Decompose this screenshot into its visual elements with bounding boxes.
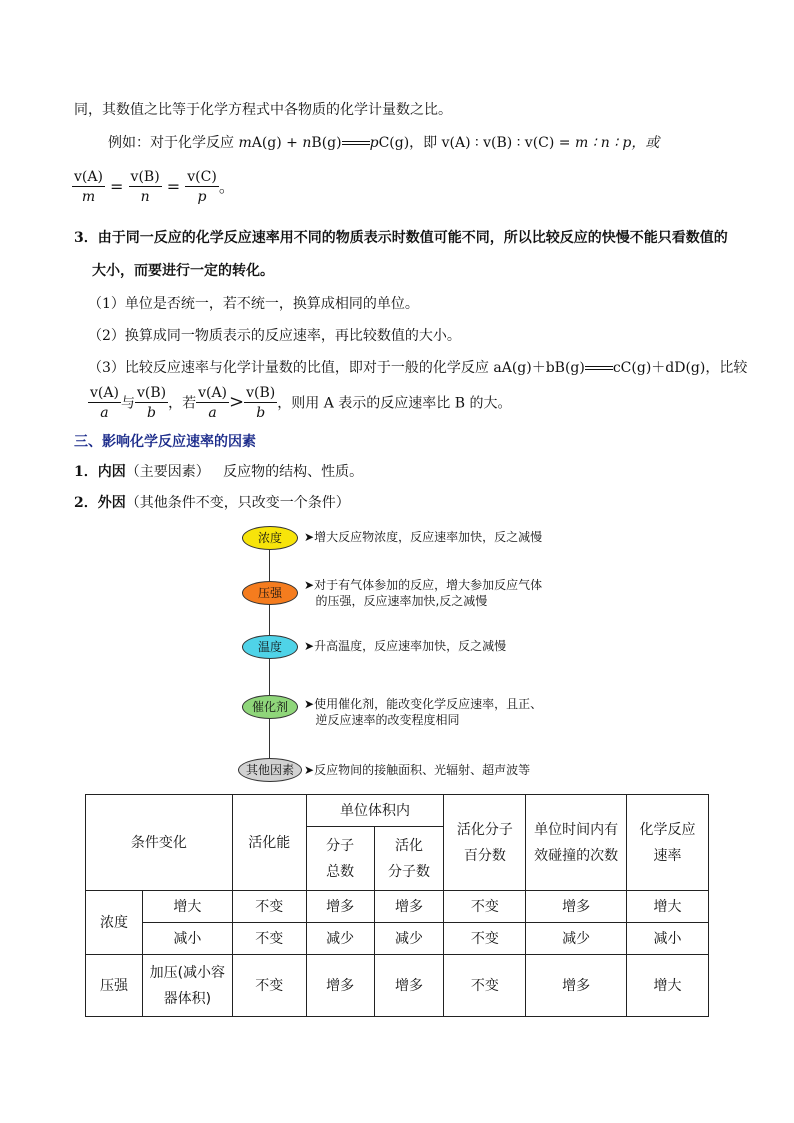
- table-cell: 不变: [232, 923, 306, 955]
- example-lead: 例如：对于化学反应: [108, 135, 234, 151]
- equals-sign-icon: [585, 364, 613, 370]
- table-row: [86, 891, 709, 923]
- point3-step3: （3）比较反应速率与化学计量数的比值，即对于一般的化学反应 aA(g)＋bB(g) cC(g)＋dD(g)，比较: [88, 360, 748, 376]
- header-total-molecules: 分子 总数: [306, 827, 374, 891]
- point3-step2: （2）换算成同一物质表示的反应速率，再比较数值的大小。: [88, 328, 461, 344]
- point3-title: 3．由于同一反应的化学反应速率用不同的物质表示时数值可能不同，所以比较反应的快慢不能只看数值的: [74, 230, 728, 246]
- table-cell: 不变: [232, 891, 306, 923]
- table-cell: 增多: [526, 955, 627, 1017]
- coef-m: m: [238, 135, 252, 151]
- fraction-va-m: $\frac{v(A)}{m}$: [74, 169, 103, 205]
- pressure-desc: ➤对于有气体参加的反应，增大参加反应气体 的压强，反应速率加快,反之减慢: [304, 578, 543, 608]
- species-a: A(g) +: [251, 135, 303, 151]
- external-factor: 2．外因（其他条件不变，只改变一个条件）: [74, 495, 350, 511]
- table-cell: 不变: [444, 955, 526, 1017]
- catalyst-desc: ➤使用催化剂，能改变化学反应速率，且正、 逆反应速率的改变程度相同: [304, 697, 543, 727]
- table-cell: 增大: [627, 955, 709, 1017]
- fraction-equation: [72, 168, 235, 207]
- group-concentration: 浓度: [86, 891, 143, 955]
- table-row: [86, 923, 709, 955]
- header-rate: 化学反应 速率: [627, 795, 709, 891]
- fraction-vb-n: $\frac{v(B)}{n}$: [130, 169, 160, 205]
- coef-p: p: [369, 135, 379, 151]
- intro-line: 同，其数值之比等于化学方程式中各物质的化学计量数之比。: [74, 102, 452, 118]
- equals: =: [166, 177, 181, 196]
- group-pressure: 压强: [86, 955, 143, 1017]
- header-condition: 条件变化: [86, 795, 233, 891]
- period: 。: [218, 177, 235, 196]
- header-effective-collisions: 单位时间内有 效碰撞的次数: [526, 795, 627, 891]
- header-activation-energy: 活化能: [232, 795, 306, 891]
- node-pressure: 压强: [242, 581, 298, 605]
- rate-c: v(C) =: [524, 135, 575, 151]
- header-activated-percent: 活化分子 百分数: [444, 795, 526, 891]
- species-b: B(g): [311, 135, 342, 151]
- table-cell: 增多: [526, 891, 627, 923]
- if-text: ，若: [168, 395, 197, 412]
- with-text: 与: [120, 395, 135, 412]
- table-cell: 减小: [627, 923, 709, 955]
- header-activated-molecules: 活化 分子数: [374, 827, 444, 891]
- table-cell: 不变: [232, 955, 306, 1017]
- table-cell: 减少: [526, 923, 627, 955]
- species-c: C(g)，即: [378, 135, 438, 151]
- fraction-vc-p: $\frac{v(C)}{p}$: [187, 169, 217, 205]
- coef-n: n: [302, 135, 312, 151]
- section-title: 三、影响化学反应速率的因素: [74, 434, 256, 450]
- rate-b: v(B) ∶: [483, 135, 525, 151]
- conclusion-text: ，则用 A 表示的反应速率比 B 的大。: [277, 395, 512, 412]
- table-cell: 不变: [444, 891, 526, 923]
- header-per-unit-volume: 单位体积内: [306, 795, 444, 827]
- table-cell: 增多: [306, 955, 374, 1017]
- greater-than: >: [229, 391, 245, 413]
- row-change: 减小: [142, 923, 232, 955]
- concentration-desc: ➤增大反应物浓度，反应速率加快，反之减慢: [304, 530, 543, 544]
- equals-sign-icon: [342, 139, 370, 145]
- ratio-text: m ∶ n ∶ p，或: [574, 135, 660, 151]
- fraction-va-a: $\frac{v(A)}{a}$: [90, 385, 119, 421]
- node-other: 其他因素: [238, 758, 302, 782]
- node-catalyst: 催化剂: [242, 695, 298, 719]
- fraction-vb-b-2: $\frac{v(B)}{b}$: [246, 385, 276, 421]
- equals: =: [110, 177, 124, 196]
- node-temperature: 温度: [242, 635, 298, 659]
- fraction-va-a-2: $\frac{v(A)}{a}$: [198, 385, 228, 421]
- point3-title-cont: 大小，而要进行一定的转化。: [92, 263, 274, 279]
- table-cell: 增多: [374, 955, 444, 1017]
- example-line: [108, 133, 659, 153]
- row-change: 加压(减小容 器体积): [142, 955, 232, 1017]
- table-cell: 不变: [444, 923, 526, 955]
- temperature-desc: ➤升高温度，反应速率加快，反之减慢: [304, 639, 507, 653]
- condition-table: [85, 794, 709, 1017]
- table-cell: 增多: [374, 891, 444, 923]
- row-change: 增大: [142, 891, 232, 923]
- point3-step1: （1）单位是否统一，若不统一，换算成相同的单位。: [88, 296, 419, 312]
- table-cell: 减少: [374, 923, 444, 955]
- table-cell: 减少: [306, 923, 374, 955]
- fraction-vb-b: $\frac{v(B)}{b}$: [136, 385, 167, 421]
- point3-comparison: [88, 384, 511, 423]
- table-row: [86, 955, 709, 1017]
- rate-a: v(A) ∶: [441, 135, 484, 151]
- table-cell: 增多: [306, 891, 374, 923]
- other-desc: ➤反应物间的接触面积、光辐射、超声波等: [304, 763, 531, 777]
- table-cell: 增大: [627, 891, 709, 923]
- internal-factor: 1．内因（主要因素） 反应物的结构、性质。: [74, 464, 364, 480]
- node-concentration: 浓度: [242, 526, 298, 550]
